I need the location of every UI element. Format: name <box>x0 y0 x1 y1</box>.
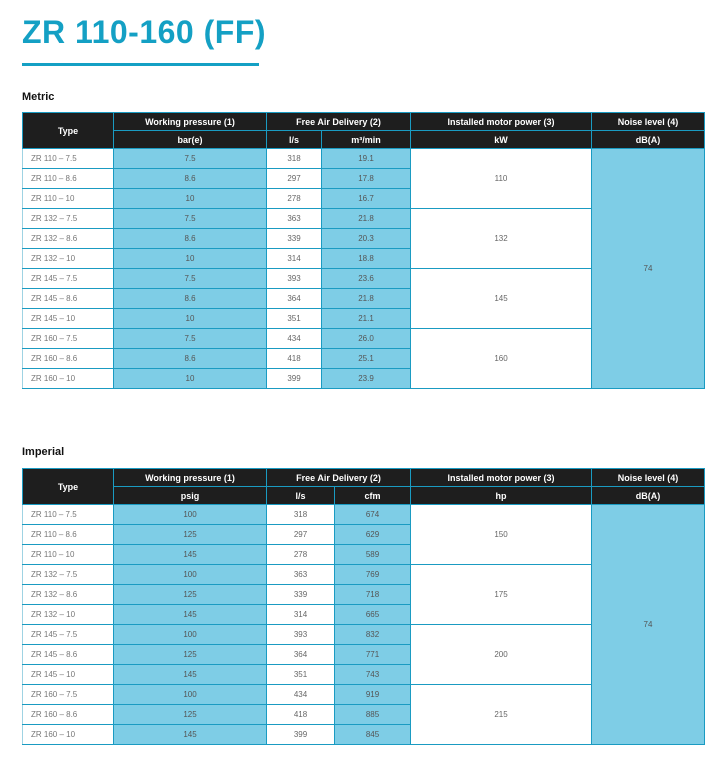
type-cell: ZR 110 – 7.5 <box>23 505 114 525</box>
flow2-cell: 17.8 <box>322 169 411 189</box>
flow2-cell: 20.3 <box>322 229 411 249</box>
noise-level-cell: 74 <box>592 149 705 389</box>
flow-ls-cell: 399 <box>267 369 322 389</box>
type-cell: ZR 110 – 8.6 <box>23 169 114 189</box>
metric-section-label: Metric <box>22 91 55 103</box>
flow-ls-cell: 393 <box>267 269 322 289</box>
free-air-delivery-header: Free Air Delivery (2) <box>267 469 411 487</box>
flow-ls-cell: 364 <box>267 289 322 309</box>
metric-spec-table <box>22 112 705 389</box>
type-cell: ZR 110 – 10 <box>23 545 114 565</box>
flow-m3min-unit-header: m³/min <box>322 131 411 149</box>
flow-ls-cell: 339 <box>267 585 335 605</box>
power-unit-header: kW <box>411 131 592 149</box>
motor-power-cell: 145 <box>411 269 592 329</box>
imperial-section-label: Imperial <box>22 446 65 458</box>
type-cell: ZR 160 – 8.6 <box>23 705 114 725</box>
motor-power-cell: 200 <box>411 625 592 685</box>
motor-power-cell: 160 <box>411 329 592 389</box>
pressure-cell: 145 <box>114 665 267 685</box>
flow2-cell: 832 <box>335 625 411 645</box>
flow-ls-cell: 434 <box>267 685 335 705</box>
flow2-cell: 674 <box>335 505 411 525</box>
pressure-cell: 145 <box>114 725 267 745</box>
flow2-cell: 845 <box>335 725 411 745</box>
motor-power-header: Installed motor power (3) <box>411 469 592 487</box>
flow2-cell: 21.1 <box>322 309 411 329</box>
motor-power-header: Installed motor power (3) <box>411 113 592 131</box>
type-header: Type <box>23 469 114 505</box>
table-row <box>23 149 705 169</box>
flow-ls-cell: 318 <box>267 149 322 169</box>
flow2-cell: 919 <box>335 685 411 705</box>
metric-table-body <box>23 149 705 389</box>
flow2-cell: 16.7 <box>322 189 411 209</box>
flow-ls-cell: 418 <box>267 705 335 725</box>
power-unit-header: hp <box>411 487 592 505</box>
flow-ls-cell: 363 <box>267 209 322 229</box>
pressure-cell: 100 <box>114 565 267 585</box>
flow2-cell: 21.8 <box>322 289 411 309</box>
motor-power-cell: 110 <box>411 149 592 209</box>
working-pressure-header: Working pressure (1) <box>114 469 267 487</box>
flow-cfm-unit-header: cfm <box>335 487 411 505</box>
noise-level-cell: 74 <box>592 505 705 745</box>
flow-ls-cell: 297 <box>267 525 335 545</box>
noise-unit-header: dB(A) <box>592 131 705 149</box>
pressure-unit-header: bar(e) <box>114 131 267 149</box>
flow2-cell: 26.0 <box>322 329 411 349</box>
flow2-cell: 743 <box>335 665 411 685</box>
type-cell: ZR 132 – 7.5 <box>23 565 114 585</box>
noise-level-header: Noise level (4) <box>592 113 705 131</box>
type-cell: ZR 145 – 8.6 <box>23 289 114 309</box>
type-cell: ZR 160 – 7.5 <box>23 685 114 705</box>
pressure-cell: 7.5 <box>114 149 267 169</box>
flow2-cell: 23.6 <box>322 269 411 289</box>
type-cell: ZR 145 – 7.5 <box>23 625 114 645</box>
flow-ls-cell: 363 <box>267 565 335 585</box>
type-cell: ZR 145 – 10 <box>23 665 114 685</box>
flow-ls-cell: 351 <box>267 665 335 685</box>
flow-ls-cell: 418 <box>267 349 322 369</box>
flow2-cell: 589 <box>335 545 411 565</box>
flow-ls-cell: 278 <box>267 545 335 565</box>
flow2-cell: 718 <box>335 585 411 605</box>
pressure-cell: 10 <box>114 189 267 209</box>
type-header: Type <box>23 113 114 149</box>
type-cell: ZR 145 – 8.6 <box>23 645 114 665</box>
type-cell: ZR 145 – 7.5 <box>23 269 114 289</box>
pressure-cell: 10 <box>114 369 267 389</box>
flow2-cell: 629 <box>335 525 411 545</box>
motor-power-cell: 150 <box>411 505 592 565</box>
pressure-cell: 7.5 <box>114 209 267 229</box>
pressure-cell: 8.6 <box>114 289 267 309</box>
type-cell: ZR 110 – 7.5 <box>23 149 114 169</box>
type-cell: ZR 160 – 10 <box>23 725 114 745</box>
motor-power-cell: 132 <box>411 209 592 269</box>
type-cell: ZR 160 – 8.6 <box>23 349 114 369</box>
flow-ls-cell: 318 <box>267 505 335 525</box>
flow2-cell: 19.1 <box>322 149 411 169</box>
flow-ls-cell: 434 <box>267 329 322 349</box>
imperial-table-body <box>23 505 705 745</box>
pressure-cell: 145 <box>114 605 267 625</box>
flow2-cell: 23.9 <box>322 369 411 389</box>
pressure-unit-header: psig <box>114 487 267 505</box>
motor-power-cell: 215 <box>411 685 592 745</box>
type-cell: ZR 132 – 7.5 <box>23 209 114 229</box>
pressure-cell: 7.5 <box>114 269 267 289</box>
type-cell: ZR 132 – 8.6 <box>23 585 114 605</box>
type-cell: ZR 160 – 10 <box>23 369 114 389</box>
pressure-cell: 10 <box>114 249 267 269</box>
flow2-cell: 21.8 <box>322 209 411 229</box>
motor-power-cell: 175 <box>411 565 592 625</box>
pressure-cell: 7.5 <box>114 329 267 349</box>
pressure-cell: 100 <box>114 625 267 645</box>
flow-ls-cell: 278 <box>267 189 322 209</box>
free-air-delivery-header: Free Air Delivery (2) <box>267 113 411 131</box>
pressure-cell: 8.6 <box>114 229 267 249</box>
flow-ls-cell: 399 <box>267 725 335 745</box>
flow-ls-cell: 297 <box>267 169 322 189</box>
pressure-cell: 125 <box>114 645 267 665</box>
title-underline <box>22 63 259 66</box>
pressure-cell: 145 <box>114 545 267 565</box>
flow-ls-cell: 314 <box>267 249 322 269</box>
type-cell: ZR 145 – 10 <box>23 309 114 329</box>
flow2-cell: 771 <box>335 645 411 665</box>
type-cell: ZR 110 – 10 <box>23 189 114 209</box>
page-title: ZR 110-160 (FF) <box>22 14 267 50</box>
pressure-cell: 125 <box>114 705 267 725</box>
type-cell: ZR 160 – 7.5 <box>23 329 114 349</box>
pressure-cell: 125 <box>114 585 267 605</box>
pressure-cell: 8.6 <box>114 349 267 369</box>
imperial-spec-table <box>22 468 705 745</box>
type-cell: ZR 132 – 10 <box>23 249 114 269</box>
noise-unit-header: dB(A) <box>592 487 705 505</box>
pressure-cell: 100 <box>114 505 267 525</box>
flow2-cell: 25.1 <box>322 349 411 369</box>
noise-level-header: Noise level (4) <box>592 469 705 487</box>
flow-ls-cell: 393 <box>267 625 335 645</box>
pressure-cell: 8.6 <box>114 169 267 189</box>
flow2-cell: 769 <box>335 565 411 585</box>
flow-ls-unit-header: l/s <box>267 131 322 149</box>
pressure-cell: 100 <box>114 685 267 705</box>
type-cell: ZR 110 – 8.6 <box>23 525 114 545</box>
flow2-cell: 665 <box>335 605 411 625</box>
type-cell: ZR 132 – 10 <box>23 605 114 625</box>
pressure-cell: 10 <box>114 309 267 329</box>
table-row <box>23 505 705 525</box>
flow2-cell: 18.8 <box>322 249 411 269</box>
pressure-cell: 125 <box>114 525 267 545</box>
working-pressure-header: Working pressure (1) <box>114 113 267 131</box>
flow2-cell: 885 <box>335 705 411 725</box>
flow-ls-cell: 314 <box>267 605 335 625</box>
flow-ls-cell: 339 <box>267 229 322 249</box>
flow-ls-unit-header: l/s <box>267 487 335 505</box>
flow-ls-cell: 364 <box>267 645 335 665</box>
type-cell: ZR 132 – 8.6 <box>23 229 114 249</box>
flow-ls-cell: 351 <box>267 309 322 329</box>
